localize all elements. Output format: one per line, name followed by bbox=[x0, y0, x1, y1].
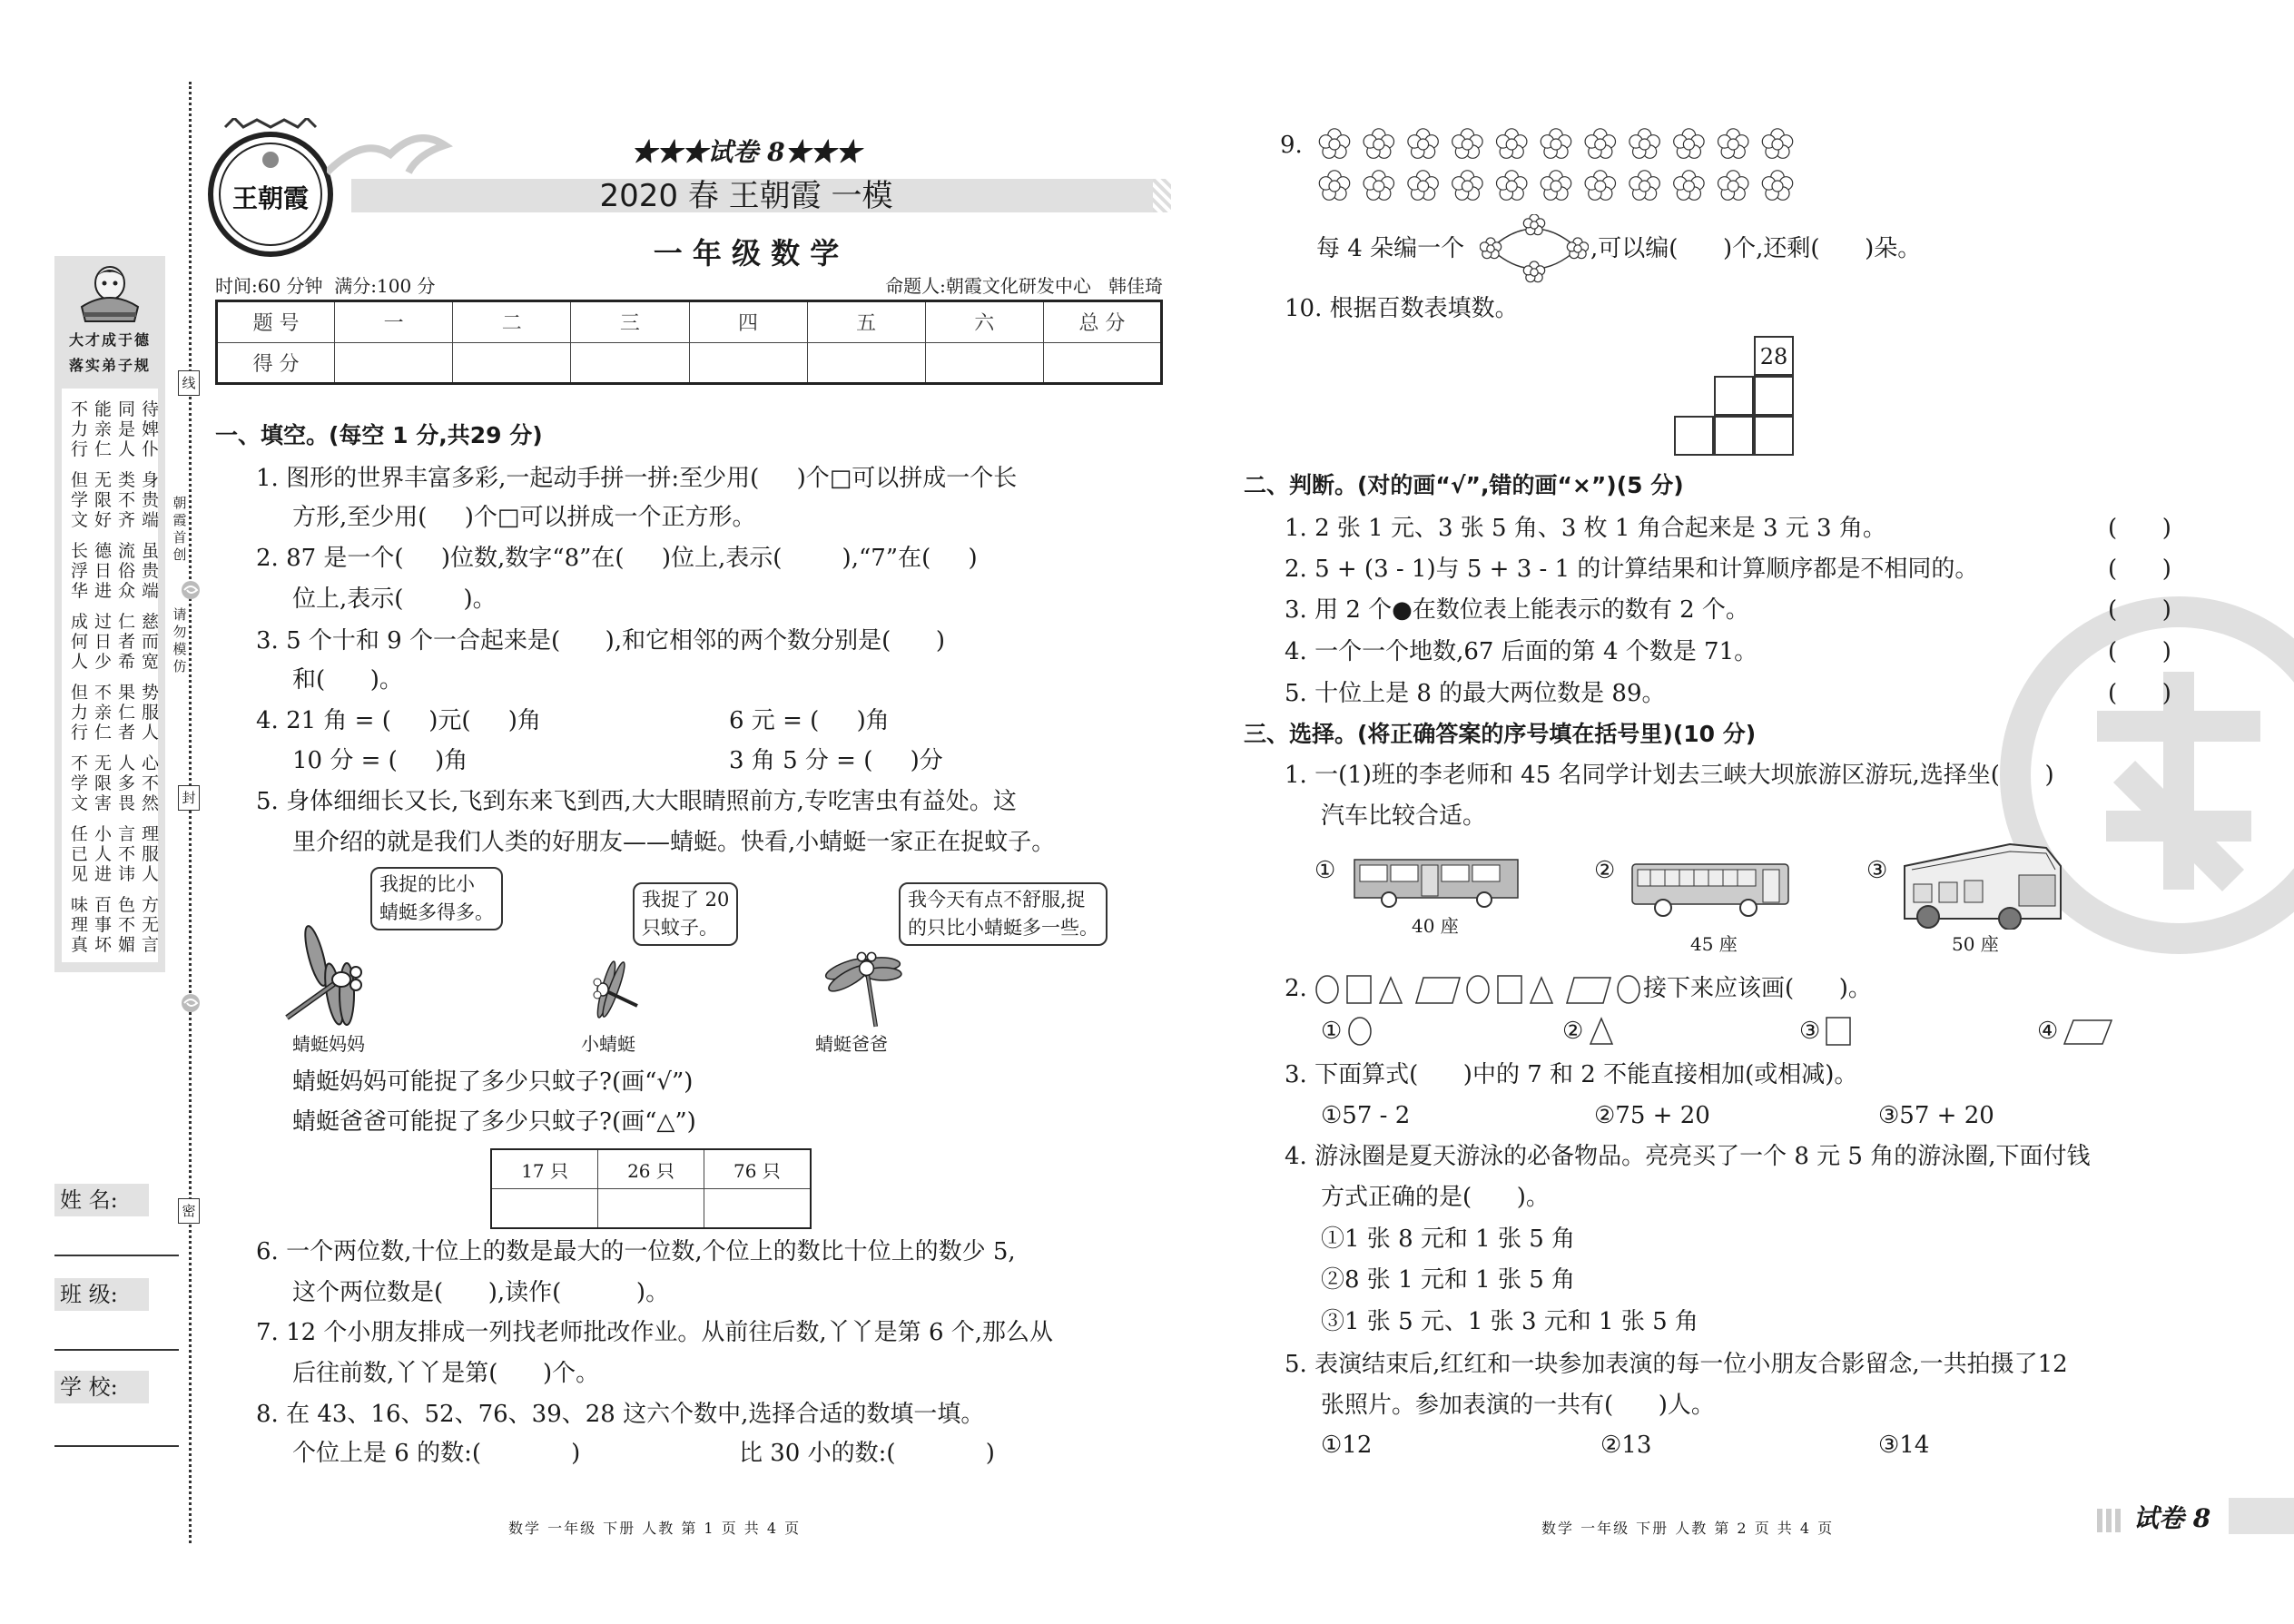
flower-icon bbox=[1452, 129, 1482, 158]
question-5-cont: 里介绍的就是我们人类的好朋友——蜻蜓。快看,小蜻蜓一家正在捉蚊子。 bbox=[292, 829, 1056, 856]
paper-series-label: ★★★试卷 8★★★ bbox=[631, 137, 861, 167]
flower-icon bbox=[1762, 171, 1792, 200]
flower-icon bbox=[1480, 238, 1501, 259]
flower-icon bbox=[1674, 171, 1704, 200]
flower-icon bbox=[1541, 171, 1570, 200]
corner-paper-tag: 试卷 8 bbox=[2133, 1503, 2211, 1533]
seal-char-feng: 封 bbox=[178, 785, 200, 811]
shape-option: ② bbox=[1562, 1018, 1584, 1045]
name-field-input[interactable] bbox=[54, 1255, 179, 1256]
flower-icon bbox=[1523, 261, 1544, 282]
seal-char-xian: 线 bbox=[178, 370, 200, 396]
poem-box bbox=[62, 389, 166, 962]
page-footer-1: 数学 一年级 下册 人教 第 1 页 共 4 页 bbox=[508, 1520, 802, 1537]
row-header: 得 分 bbox=[217, 342, 335, 384]
mosquito-options-table bbox=[490, 1148, 812, 1229]
bus-seat-label: 40 座 bbox=[1412, 915, 1459, 937]
sidebar-motto-panel bbox=[54, 256, 165, 972]
judge-item: 5. 十位上是 8 的最大两位数是 89。 bbox=[1285, 680, 1666, 707]
question-9-text-b: ,可以编( )个,还剩( )朵。 bbox=[1590, 235, 1922, 262]
dragonfly-label: 蜻蜓妈妈 bbox=[292, 1033, 365, 1055]
answer-cell[interactable] bbox=[598, 1189, 704, 1229]
score-table bbox=[215, 300, 1163, 385]
hundred-chart-blank-cell[interactable] bbox=[1714, 376, 1754, 416]
circle-shape-icon bbox=[1346, 1016, 1373, 1047]
answer-cell[interactable] bbox=[704, 1189, 811, 1229]
column-header: 六 bbox=[925, 301, 1043, 343]
notice-original: 朝霞首创 bbox=[171, 495, 189, 564]
speech-bubble-mother: 我捉的比小 蜻蜓多得多。 bbox=[370, 867, 503, 930]
bus-seat-label: 45 座 bbox=[1690, 933, 1738, 955]
column-header: 五 bbox=[807, 301, 925, 343]
poem-line: 真坏媚言 bbox=[71, 935, 166, 955]
score-cell[interactable] bbox=[453, 342, 571, 384]
question-1-cont: 方形,至少用( )个□可以拼成一个正方形。 bbox=[292, 504, 756, 531]
answer-paren[interactable]: ( ) bbox=[2108, 596, 2171, 624]
poem-line: 成过仁慈 bbox=[71, 612, 166, 632]
question-10: 10. 根据百数表填数。 bbox=[1285, 295, 1519, 322]
flower-icon bbox=[1452, 171, 1482, 200]
question-8: 8. 在 43、16、52、76、39、28 这六个数中,选择合适的数填一填。 bbox=[256, 1401, 985, 1428]
flower-icon bbox=[1567, 238, 1588, 259]
question-9-text-a: 每 4 朵编一个 bbox=[1316, 235, 1465, 262]
poem-line: 见进讳人 bbox=[71, 864, 166, 884]
question-4b: 6 元 = ( )角 bbox=[729, 707, 890, 734]
flower-icon bbox=[1319, 171, 1349, 200]
flower-icon bbox=[1319, 129, 1349, 158]
poem-line: 任小言理 bbox=[71, 824, 166, 844]
poem-line: 不能同待 bbox=[71, 399, 166, 419]
dragonfly-mother-icon bbox=[281, 921, 390, 1030]
brand-logo-seal bbox=[207, 118, 334, 258]
swirl-logo-icon bbox=[180, 992, 202, 1014]
flower-icon bbox=[1585, 129, 1615, 158]
flower-icon bbox=[1629, 171, 1659, 200]
poem-line: 学限多不 bbox=[71, 773, 166, 793]
poem-line: 何日者而 bbox=[71, 632, 166, 652]
score-cell[interactable] bbox=[807, 342, 925, 384]
school-field-label: 学 校: bbox=[54, 1371, 149, 1403]
question-3: 3. 5 个十和 9 个一合起来是( ),和它相邻的两个数分别是( ) bbox=[256, 627, 945, 655]
choice-option: ③1 张 5 元、1 张 3 元和 1 张 5 角 bbox=[1321, 1308, 1698, 1335]
poem-line: 不无人心 bbox=[71, 753, 166, 773]
choice-question-2-text: 接下来应该画( )。 bbox=[1643, 975, 1872, 1002]
poem-line: 学限不贵 bbox=[71, 490, 166, 510]
poem-line: 但无类身 bbox=[71, 470, 166, 490]
choice-question-2-label: 2. bbox=[1285, 975, 1307, 1002]
choice-option: ②13 bbox=[1600, 1432, 1652, 1459]
swirl-logo-icon bbox=[180, 579, 202, 601]
choice-option: ③57 + 20 bbox=[1878, 1102, 1994, 1129]
poem-line: 人少希宽 bbox=[71, 652, 166, 672]
score-cell[interactable] bbox=[925, 342, 1043, 384]
choice-question-4-cont: 方式正确的是( )。 bbox=[1321, 1184, 1550, 1211]
question-8b: 比 30 小的数:( ) bbox=[739, 1440, 995, 1467]
row-header: 题 号 bbox=[217, 301, 335, 343]
flower-icon bbox=[1585, 171, 1615, 200]
flower-wreath-icon bbox=[1480, 214, 1589, 283]
hundred-chart-blank-cell[interactable] bbox=[1754, 376, 1794, 416]
school-field-input[interactable] bbox=[54, 1445, 179, 1447]
judge-item: 4. 一个一个地数,67 后面的第 4 个数是 71。 bbox=[1285, 638, 1758, 665]
score-cell[interactable] bbox=[571, 342, 689, 384]
poem-line: 浮日俗贵 bbox=[71, 561, 166, 581]
parallelogram-shape-icon bbox=[2063, 1019, 2113, 1046]
judge-item: 3. 用 2 个●在数位表上能表示的数有 2 个。 bbox=[1285, 596, 1749, 624]
question-4a: 4. 21 角 = ( )元( )角 bbox=[256, 707, 541, 734]
shape-sequence bbox=[1314, 973, 1641, 1006]
question-4c: 10 分 = ( )角 bbox=[292, 747, 468, 774]
question-6: 6. 一个两位数,十位上的数是最大的一位数,个位上的数比十位上的数少 5, bbox=[256, 1238, 1016, 1265]
flower-icon bbox=[1718, 129, 1748, 158]
flower-icon bbox=[1364, 129, 1393, 158]
triangle-shape-icon bbox=[1588, 1016, 1615, 1047]
choice-question-5: 5. 表演结束后,红红和一块参加表演的每一位小朋友合影留念,一共拍摄了12 bbox=[1285, 1351, 2068, 1378]
score-cell[interactable] bbox=[689, 342, 807, 384]
choice-question-1-cont: 汽车比较合适。 bbox=[1321, 802, 1487, 830]
motto-line: 落实弟子规 bbox=[68, 357, 151, 374]
flower-icon bbox=[1718, 171, 1748, 200]
scholar-cartoon-icon bbox=[74, 261, 145, 325]
band-pattern bbox=[1153, 179, 1171, 212]
answer-paren[interactable]: ( ) bbox=[2108, 515, 2171, 542]
dragonfly-child-icon bbox=[581, 953, 645, 1026]
question-5: 5. 身体细细长又长,飞到东来飞到西,大大眼睛照前方,专吃害虫有益处。这 bbox=[256, 788, 1017, 815]
dragonfly-label: 蜻蜓爸爸 bbox=[815, 1033, 888, 1055]
option-cell: 26 只 bbox=[598, 1149, 704, 1189]
question-3-cont: 和( )。 bbox=[292, 666, 403, 694]
flower-icon bbox=[1496, 129, 1526, 158]
flower-icon bbox=[1523, 214, 1544, 235]
shape-option: ④ bbox=[2037, 1018, 2059, 1045]
choice-question-5-cont: 张照片。参加表演的一共有( )人。 bbox=[1321, 1392, 1715, 1419]
class-field-label: 班 级: bbox=[54, 1278, 149, 1311]
dragonfly-label: 小蜻蜓 bbox=[581, 1033, 635, 1055]
judge-item: 2. 5 + (3 - 1)与 5 + 3 - 1 的计算结果和计算顺序都是不相同的。 bbox=[1285, 556, 1979, 583]
answer-paren[interactable]: ( ) bbox=[2108, 638, 2171, 665]
answer-paren[interactable]: ( ) bbox=[2108, 680, 2171, 707]
bus-option-number: ① bbox=[1314, 857, 1336, 884]
subject-title: 一 年 级 数 学 bbox=[653, 236, 840, 271]
corner-pattern bbox=[2097, 1509, 2124, 1532]
poem-line: 理事不无 bbox=[71, 915, 166, 935]
section-heading: 三、选择。(将正确答案的序号填在括号里)(10 分) bbox=[1244, 721, 1757, 747]
hundred-chart-given-cell: 28 bbox=[1754, 336, 1794, 376]
notice-no-copy: 请勿模仿 bbox=[171, 606, 189, 675]
column-header: 二 bbox=[453, 301, 571, 343]
hundred-chart-blank-cell[interactable] bbox=[1674, 416, 1714, 456]
flower-icon bbox=[1541, 129, 1570, 158]
poem-line: 已人不服 bbox=[71, 844, 166, 864]
question-4d: 3 角 5 分 = ( )分 bbox=[729, 747, 943, 774]
section-heading: 二、判断。(对的画“√”,错的画“×”)(5 分) bbox=[1244, 472, 1684, 498]
choice-option: ③14 bbox=[1878, 1432, 1930, 1459]
poem-line: 行仁人仆 bbox=[71, 439, 166, 459]
motto-line: 大才成于德 bbox=[68, 331, 151, 349]
flower-icon bbox=[1629, 129, 1659, 158]
poem-line: 味百色方 bbox=[71, 895, 166, 915]
poem-line: 力亲仁服 bbox=[71, 703, 166, 723]
column-header: 四 bbox=[689, 301, 807, 343]
question-1: 1. 图形的世界丰富多彩,一起动手拼一拼:至少用( )个□可以拼成一个长 bbox=[256, 465, 1018, 492]
question-5-ask-father: 蜻蜓爸爸可能捉了多少只蚊子?(画“△”) bbox=[292, 1108, 696, 1136]
answer-cell[interactable] bbox=[491, 1189, 598, 1229]
question-7: 7. 12 个小朋友排成一列找老师批改作业。从前往后数,丫丫是第 6 个,那么从 bbox=[256, 1319, 1054, 1346]
question-2-cont: 位上,表示( )。 bbox=[292, 586, 497, 613]
square-shape-icon bbox=[1825, 1016, 1852, 1047]
judge-item: 1. 2 张 1 元、3 张 5 角、3 枚 1 角合起来是 3 元 3 角。 bbox=[1285, 515, 1886, 542]
bus-40-seat-icon bbox=[1353, 856, 1521, 909]
choice-question-4: 4. 游泳圈是夏天游泳的必备物品。亮亮买了一个 8 元 5 角的游泳圈,下面付钱 bbox=[1285, 1143, 2091, 1170]
choice-option: ①1 张 8 元和 1 张 5 角 bbox=[1321, 1225, 1576, 1253]
poem-line: 文害畏然 bbox=[71, 793, 166, 813]
flower-icon bbox=[1674, 129, 1704, 158]
option-cell: 17 只 bbox=[491, 1149, 598, 1189]
choice-option: ②8 张 1 元和 1 张 5 角 bbox=[1321, 1266, 1576, 1294]
table-row bbox=[217, 301, 1162, 343]
question-9-label: 9. bbox=[1280, 132, 1303, 159]
bus-45-seat-icon bbox=[1630, 861, 1794, 920]
score-cell[interactable] bbox=[335, 342, 453, 384]
poem-line: 华进众端 bbox=[71, 581, 166, 601]
flower-icon bbox=[1496, 171, 1526, 200]
section-heading: 一、填空。(每空 1 分,共29 分) bbox=[215, 422, 543, 448]
flower-icon bbox=[1364, 171, 1393, 200]
poem-line: 文好齐端 bbox=[71, 510, 166, 530]
question-7-cont: 后往前数,丫丫是第( )个。 bbox=[292, 1360, 600, 1387]
flower-grid bbox=[1316, 123, 1807, 213]
choice-option: ①12 bbox=[1321, 1432, 1373, 1459]
bus-option-number: ② bbox=[1594, 857, 1616, 884]
bus-option-number: ③ bbox=[1866, 857, 1888, 884]
column-header: 总 分 bbox=[1043, 301, 1161, 343]
column-header: 三 bbox=[571, 301, 689, 343]
choice-question-3: 3. 下面算式( )中的 7 和 2 不能直接相加(或相减)。 bbox=[1285, 1061, 1858, 1088]
page-footer-2: 数学 一年级 下册 人教 第 2 页 共 4 页 bbox=[1541, 1520, 1835, 1537]
hundred-chart-blank-cell[interactable] bbox=[1754, 416, 1794, 456]
poem-line: 长德流虽 bbox=[71, 541, 166, 561]
author-line: 命题人:朝霞文化研发中心 韩佳琦 bbox=[885, 275, 1163, 297]
time-and-score: 时间:60 分钟 满分:100 分 bbox=[215, 275, 436, 297]
corner-band bbox=[2229, 1498, 2294, 1534]
column-header: 一 bbox=[335, 301, 453, 343]
choice-option: ②75 + 20 bbox=[1594, 1102, 1710, 1129]
logo-text: 王朝霞 bbox=[231, 183, 310, 213]
shape-option: ① bbox=[1321, 1018, 1343, 1045]
class-field-input[interactable] bbox=[54, 1349, 179, 1351]
question-6-cont: 这个两位数是( ),读作( )。 bbox=[292, 1279, 670, 1306]
flower-icon bbox=[1408, 129, 1438, 158]
seal-char-mi: 密 bbox=[178, 1198, 200, 1224]
table-row bbox=[491, 1189, 811, 1229]
table-row bbox=[491, 1149, 811, 1189]
exam-title: 2020 春 王朝霞 一模 bbox=[599, 178, 893, 214]
speech-bubble-father: 我今天有点不舒服,捉 的只比小蜻蜓多一些。 bbox=[899, 882, 1108, 946]
bus-seat-label: 50 座 bbox=[1952, 933, 1999, 955]
flower-icon bbox=[1408, 171, 1438, 200]
bus-50-seat-double-decker-icon bbox=[1901, 839, 2064, 930]
hundred-chart-blank-cell[interactable] bbox=[1714, 416, 1754, 456]
poem-line: 行仁者人 bbox=[71, 723, 166, 743]
question-2: 2. 87 是一个( )位数,数字“8”在( )位上,表示( ),“7”在( ) bbox=[256, 545, 978, 572]
binding-dotted-line bbox=[189, 82, 192, 1543]
choice-question-1: 1. 一(1)班的李老师和 45 名同学计划去三峡大坝旅游区游玩,选择坐( ) bbox=[1285, 762, 2054, 789]
speech-bubble-child: 我捉了 20 只蚊子。 bbox=[633, 882, 738, 946]
dragonfly-father-icon bbox=[815, 944, 915, 1029]
choice-option: ①57 - 2 bbox=[1321, 1102, 1411, 1129]
shape-option: ③ bbox=[1799, 1018, 1821, 1045]
poem-line: 但不果势 bbox=[71, 683, 166, 703]
score-cell[interactable] bbox=[1043, 342, 1161, 384]
name-field-label: 姓 名: bbox=[54, 1184, 149, 1216]
flower-icon bbox=[1762, 129, 1792, 158]
answer-paren[interactable]: ( ) bbox=[2108, 556, 2171, 583]
poem-line: 力亲是婢 bbox=[71, 419, 166, 439]
question-5-ask-mother: 蜻蜓妈妈可能捉了多少只蚊子?(画“√”) bbox=[292, 1068, 694, 1096]
table-row bbox=[217, 342, 1162, 384]
option-cell: 76 只 bbox=[704, 1149, 811, 1189]
question-8a: 个位上是 6 的数:( ) bbox=[292, 1440, 581, 1467]
